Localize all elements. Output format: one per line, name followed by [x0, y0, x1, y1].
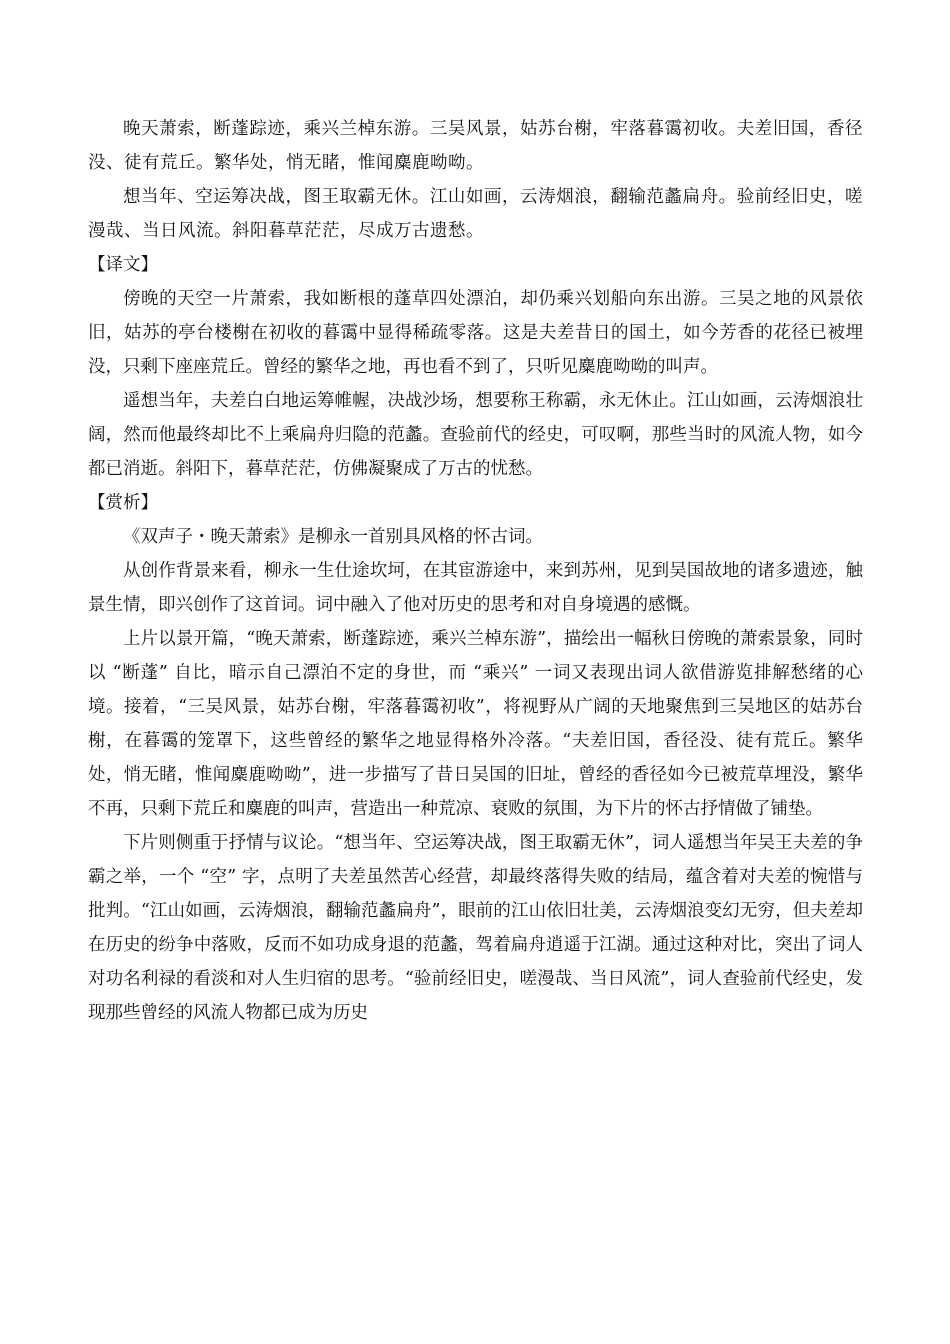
translation-heading: 【译文】 — [88, 255, 158, 275]
document-page — [88, 112, 863, 1030]
poem-stanza-2: 想当年、空运筹决战，图王取霸无休。江山如画，云涛烟浪，翻输范蠡扁舟。验前经旧史，嗟漫哉、当日风流。斜阳暮草茫茫，尽成万古遗愁。 — [88, 187, 863, 241]
poem-text — [88, 112, 863, 248]
poem-stanza-1: 晚天萧索，断蓬踪迹，乘兴兰棹东游。三吴风景，姑苏台榭，牢落暮霭初收。夫差旧国，香径没、徒有荒丘。繁华处，悄无睹，惟闻麋鹿呦呦。 — [88, 119, 863, 173]
appreciation-paragraph-1: 《双声子・晚天萧索》是柳永一首别具风格的怀古词。 — [123, 527, 543, 547]
appreciation-section — [88, 486, 863, 1030]
appreciation-paragraph-4: 下片则侧重于抒情与议论。“想当年、空运筹决战，图王取霸无休”，词人遥想当年吴王夫差的争霸之举，一个 “空” 字，点明了夫差虽然苦心经营，却最终落得失败的结局，蕴含着对夫差的惋惜与批判。“江山如画，云涛烟浪，翻输范蠡扁舟”，眼前的江山依旧壮美，云涛烟浪变幻无穷，但夫差却在历史的纷争中落败，反而不如功成身退的范蠡，驾着扁舟逍遥于江湖。通过这种对比，突出了词人对功名利禄的看淡和对人生归宿的思考。“验前经旧史，嗟漫哉、当日风流”，词人查验前代经史，发现那些曾经的风流人物都已成为历史 — [88, 833, 863, 1023]
appreciation-paragraph-3: 上片以景开篇，“晚天萧索，断蓬踪迹，乘兴兰棹东游”，描绘出一幅秋日傍晚的萧索景象，同时以 “断蓬” 自比，暗示自己漂泊不定的身世，而 “乘兴” 一词又表现出词人欲借游览排解愁绪的心境。接着，“三吴风景，姑苏台榭，牢落暮霭初收”，将视野从广阔的天地聚焦到三吴地区的姑苏台榭，在暮霭的笼罩下，这些曾经的繁华之地显得格外冷落。“夫差旧国，香径没、徒有荒丘。繁华处，悄无睹，惟闻麋鹿呦呦”，进一步描写了昔日吴国的旧址，曾经的香径如今已被荒草埋没，繁华不再，只剩下荒丘和麋鹿的叫声，营造出一种荒凉、衰败的氛围，为下片的怀古抒情做了铺垫。 — [88, 629, 863, 819]
translation-section — [88, 248, 863, 486]
translation-paragraph-2: 遥想当年，夫差白白地运筹帷幄，决战沙场，想要称王称霸，永无休止。江山如画，云涛烟浪壮阔，然而他最终却比不上乘扁舟归隐的范蠡。查验前代的经史，可叹啊，那些当时的风流人物，如今都已消逝。斜阳下，暮草茫茫，仿佛凝聚成了万古的忧愁。 — [88, 391, 863, 479]
translation-paragraph-1: 傍晚的天空一片萧索，我如断根的蓬草四处漂泊，却仍乘兴划船向东出游。三吴之地的风景依旧，姑苏的亭台楼榭在初收的暮霭中显得稀疏零落。这是夫差昔日的国土，如今芳香的花径已被埋没，只剩下座座荒丘。曾经的繁华之地，再也看不到了，只听见麋鹿呦呦的叫声。 — [88, 289, 863, 377]
appreciation-heading: 【赏析】 — [88, 493, 158, 513]
appreciation-paragraph-2: 从创作背景来看，柳永一生仕途坎坷，在其宦游途中，来到苏州，见到吴国故地的诸多遗迹，触景生情，即兴创作了这首词。词中融入了他对历史的思考和对自身境遇的感慨。 — [88, 561, 863, 615]
